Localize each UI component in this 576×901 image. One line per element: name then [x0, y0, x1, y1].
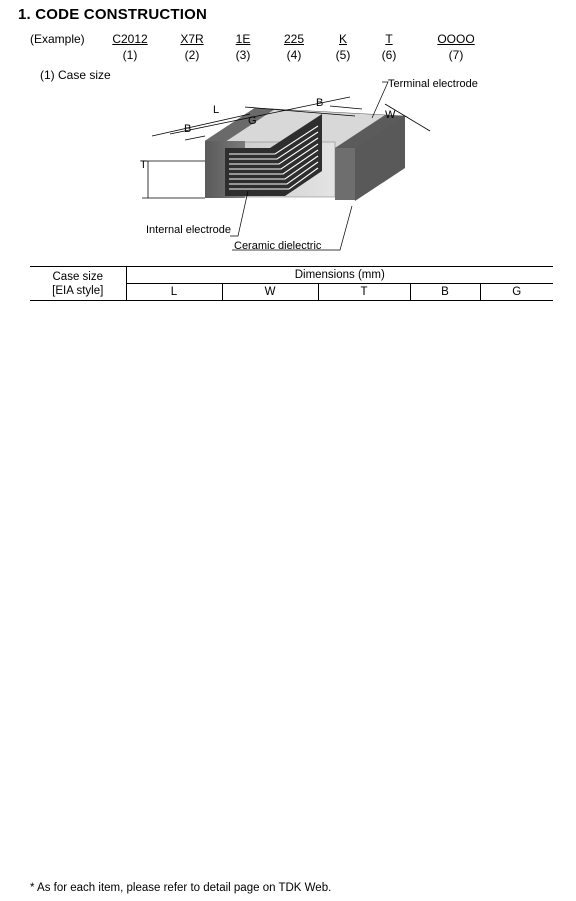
code-part-tolerance: K (5) — [335, 32, 351, 62]
dim-label-b-top: B — [316, 97, 324, 109]
dimensions-table — [30, 266, 553, 301]
label-ceramic-dielectric: Ceramic dielectric — [234, 240, 322, 252]
header-case-size: Case size [EIA style] — [30, 267, 126, 301]
label-internal-electrode: Internal electrode — [146, 224, 231, 236]
dim-label-w: W — [385, 109, 396, 121]
code-part-case: C2012 (1) — [112, 32, 148, 62]
label-terminal-electrode: Terminal electrode — [388, 78, 478, 90]
code-part-voltage: 1E (3) — [235, 32, 251, 62]
dim-label-t: T — [140, 159, 147, 171]
capacitor-diagram — [130, 76, 500, 266]
code-part-thickness: T (6) — [381, 32, 397, 62]
col-l: L — [126, 284, 222, 301]
code-example-row — [0, 32, 576, 64]
col-g: G — [480, 284, 553, 301]
col-t: T — [318, 284, 410, 301]
case-size-label: (1) Case size — [40, 68, 111, 82]
col-w: W — [222, 284, 318, 301]
dim-label-l: L — [213, 104, 220, 116]
code-part-internal: OOOO (7) — [437, 32, 475, 62]
code-part-capacitance: 225 (4) — [283, 32, 305, 62]
header-dimensions: Dimensions (mm) — [126, 267, 553, 284]
dim-label-g: G — [248, 115, 257, 127]
example-label: (Example) — [30, 32, 85, 46]
section-title: 1. CODE CONSTRUCTION — [18, 6, 208, 23]
footnote: * As for each item, please refer to detail page on TDK Web. — [30, 882, 332, 894]
code-part-temp: X7R (2) — [180, 32, 204, 62]
col-b: B — [410, 284, 480, 301]
dim-label-b-left: B — [184, 123, 192, 135]
